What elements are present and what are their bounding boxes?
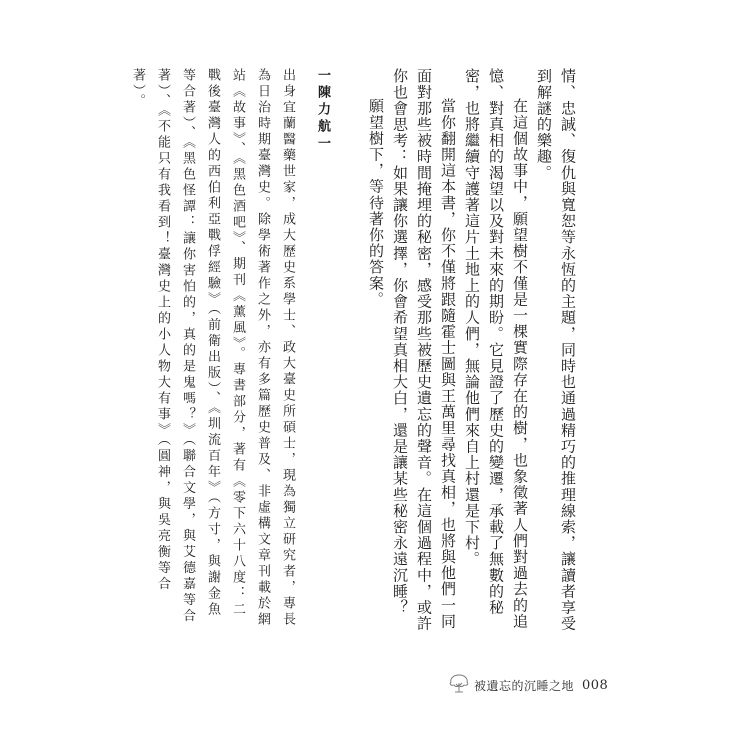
paragraph: 當你翻開這本書，你不僅將跟隨霍士圖與王萬里尋找真相，也將與他們一同面對那些被時間掩埋的秘密，感受那些被歷史遺忘的聲音。在這個過程中，或許你也會思考：如果讓你選擇，你會希望真相大白，還是讓某些秘密永遠沉睡？: [391, 68, 457, 632]
page-number: 008: [582, 677, 609, 693]
page-footer: [448, 674, 608, 696]
paragraph: 情、忠誠、復仇與寬恕等永恆的主題，同時也通過精巧的推理線索，讓讀者享受到解謎的樂趣。: [535, 68, 577, 632]
paragraph: 在這個故事中，願望樹不僅是一棵實際存在的樹，也象徵著人們對過去的追憶、對真相的渴望以及對未來的期盼。它見證了歷史的變遷，承載了無數的秘密，也將繼續守護著這片土地上的人們，無論他們來自上村還是下村。: [463, 68, 529, 630]
tree-icon: [448, 673, 474, 697]
paragraph: 願望樹下，等待著你的答案。: [367, 98, 385, 308]
author-bio-block: [125, 68, 335, 628]
main-text-block: [364, 68, 580, 643]
author-heading: 一陳力航一: [315, 68, 330, 153]
footer-book-title: 被遺忘的沉睡之地: [474, 678, 575, 693]
author-bio-text: 出身宜蘭醫藥世家，成大歷史系學士、政大臺史所碩士，現為獨立研究者，專長為日治時期臺灣史。除學術著作之外，亦有多篇歷史普及、非虛構文章刊載於網站《故事》、《黑色酒吧》、期刊《薰風》。專書部分，著有《零下六十八度：二戰後臺灣人的西伯利亞戰俘經驗》（前衛出版）、《圳流百年》（方寸，與謝金魚等合著）、《黑色怪譚：讓你害怕的，真的是鬼嗎？》（聯合文學，與艾德嘉等合著）、《不能只有我看到！臺灣史上的小人物大有事》（圓神，與吳亮衡等合著）。: [130, 68, 295, 628]
